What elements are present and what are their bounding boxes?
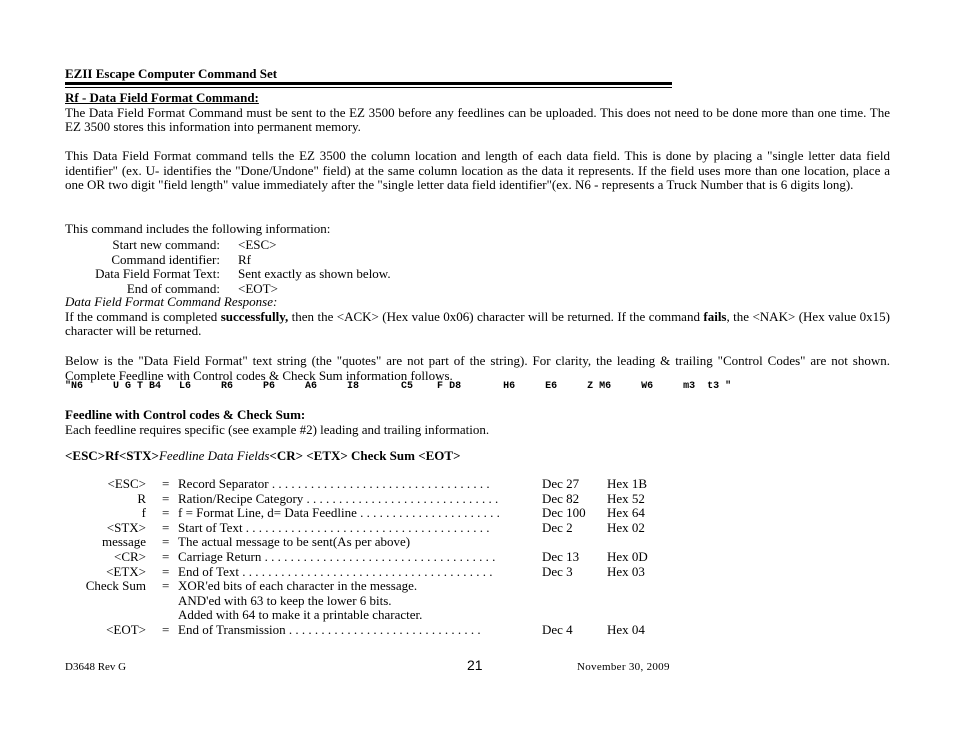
control-code-dec: Dec 13 [542,549,580,564]
info-value: Rf [238,251,251,267]
equals-sign: = [162,519,170,535]
control-code-dec: Dec 82 [542,490,580,506]
control-code: message [101,534,146,550]
below-paragraph-block [65,354,890,383]
control-code: <ESC> [107,476,146,491]
format-string: "N6 U G T B4 L6 R6 P6 A6 I8 C5 F D8 H6 E6 Z M6 W6 m3 t3 " [65,381,732,392]
control-code-description: Record Separator . . . . . . . . . . . . . . . . . . . . . . . . . . . . . . . . . . [178,476,490,491]
info-row [0,252,954,267]
feedline-syntax [65,449,890,464]
equals-sign: = [162,505,170,521]
info-label: Data Field Format Text: [95,266,220,282]
control-code-row [0,607,954,622]
info-row [0,237,954,252]
control-code-hex: Hex 02 [607,519,645,535]
control-code-row [0,476,954,491]
info-label: Command identifier: [111,251,220,267]
feedline-description: Each feedline requires specific (see example #2) leading and trailing information. [65,421,490,437]
response-block [65,295,890,339]
format-description: This Data Field Format command tells the EZ 3500 the column location and length of each data field. This is done by placing a "single letter data field identifier" (ex. U- identifies the "Done/Undone" field) at the same column location as the data it represents. If the field uses more than one location, place a one OR two digit "field length" value immediately after the "single letter data field identifier"(ex. N6 - represents a Truck Number that is 6 digits long). [65,148,890,193]
feedline-block [65,408,890,437]
equals-sign: = [162,534,170,550]
control-code-dec: Dec 3 [542,563,573,579]
field-format-paragraph [65,149,890,193]
response-text: If the command is completed [65,308,221,324]
control-code: f [141,505,146,521]
response-heading: Data Field Format Command Response: [65,294,278,309]
control-code-hex: Hex 0D [607,549,648,564]
control-code-dec: Dec 4 [542,622,573,637]
section-heading: Rf - Data Field Format Command: [65,90,259,105]
control-code-description: f = Format Line, d= Data Feedline . . . . . . . . . . . . . . . . . . . . . . [178,505,500,521]
control-code-row [0,578,954,593]
equals-sign: = [162,578,170,594]
control-code-hex: Hex 03 [607,563,645,579]
control-code-description: XOR'ed bits of each character in the message. [178,578,418,594]
footer-page-number: 21 [467,657,483,673]
control-code-row [0,505,954,520]
control-code-row [0,534,954,549]
response-success: successfully, [220,308,289,324]
below-paragraph: Below is the "Data Field Format" text string (the "quotes" are not part of the string). For clarity, the leading & trailing "Control Codes" are not shown. Complete Feedline with Control codes & Check Sum information follows. [65,353,890,383]
control-code-description: End of Text . . . . . . . . . . . . . . . . . . . . . . . . . . . . . . . . . . . . . . . [178,563,493,579]
response-text: , the <NAK> (Hex value 0x15) character will be returned. [65,308,890,339]
intro-paragraph: The Data Field Format Command must be sent to the EZ 3500 before any feedlines can be uploaded. This does not need to be done more than one time. The EZ 3500 stores this information into permanent memory. [65,104,890,135]
control-code: <ETX> [106,563,146,579]
control-code-row [0,622,954,637]
info-value: Sent exactly as shown below. [238,266,391,282]
control-code: <EOT> [106,622,146,637]
control-code-dec: Dec 2 [542,519,573,535]
control-code-hex: Hex 1B [607,476,648,491]
equals-sign: = [162,563,170,579]
equals-sign: = [162,490,170,506]
control-code-row [0,520,954,535]
control-code-row [0,593,954,608]
control-code-description: Added with 64 to make it a printable character. [178,607,423,623]
info-value: <EOT> [238,280,278,296]
section-intro [65,91,890,135]
equals-sign: = [162,476,170,491]
includes-intro [65,222,890,237]
response-text: then the <ACK> (Hex value 0x06) character will be returned. If the command [288,308,704,324]
equals-sign: = [162,622,170,637]
info-label: Start new command: [112,237,220,252]
control-code-description: AND'ed with 63 to keep the lower 6 bits. [178,592,392,608]
control-code-row [0,564,954,579]
response-paragraph [65,310,890,339]
control-code-dec: Dec 27 [542,476,580,491]
footer-doc-id: D3648 Rev G [65,661,127,673]
control-code-hex: Hex 52 [607,490,645,506]
control-code: Check Sum [85,578,146,594]
footer-date: November 30, 2009 [577,661,670,673]
syntax-fields: Feedline Data Fields [158,448,270,463]
feedline-heading: Feedline with Control codes & Check Sum: [65,407,306,422]
syntax-prefix: <ESC>Rf<STX> [65,448,159,463]
control-code-description: The actual message to be sent(As per above) [178,534,411,550]
control-code: <CR> [113,549,146,564]
control-code-description: Start of Text . . . . . . . . . . . . . . . . . . . . . . . . . . . . . . . . . . . . . . [178,519,490,535]
response-fails: fails [703,308,727,324]
info-label: End of command: [126,280,220,296]
includes-intro-text: This command includes the following information: [65,221,331,236]
header-rule-thick [65,82,672,85]
control-code: R [137,490,146,506]
control-code-description: End of Transmission . . . . . . . . . . . . . . . . . . . . . . . . . . . . . . [178,622,481,637]
control-code-dec: Dec 100 [542,505,586,521]
document-header-title: EZII Escape Computer Command Set [65,66,278,81]
equals-sign: = [162,549,170,564]
control-code-row [0,549,954,564]
control-code-description: Carriage Return . . . . . . . . . . . . . . . . . . . . . . . . . . . . . . . . . . . . [178,549,496,564]
control-code-description: Ration/Recipe Category . . . . . . . . . . . . . . . . . . . . . . . . . . . . . . [178,490,499,506]
control-code-row [0,491,954,506]
syntax-suffix: <CR> <ETX> Check Sum <EOT> [269,448,461,463]
control-code-hex: Hex 64 [607,505,645,521]
control-code: <STX> [106,519,146,535]
info-row [0,266,954,281]
control-code-hex: Hex 04 [607,622,645,637]
header-rule-thin [65,87,672,88]
info-value: <ESC> [238,237,277,252]
